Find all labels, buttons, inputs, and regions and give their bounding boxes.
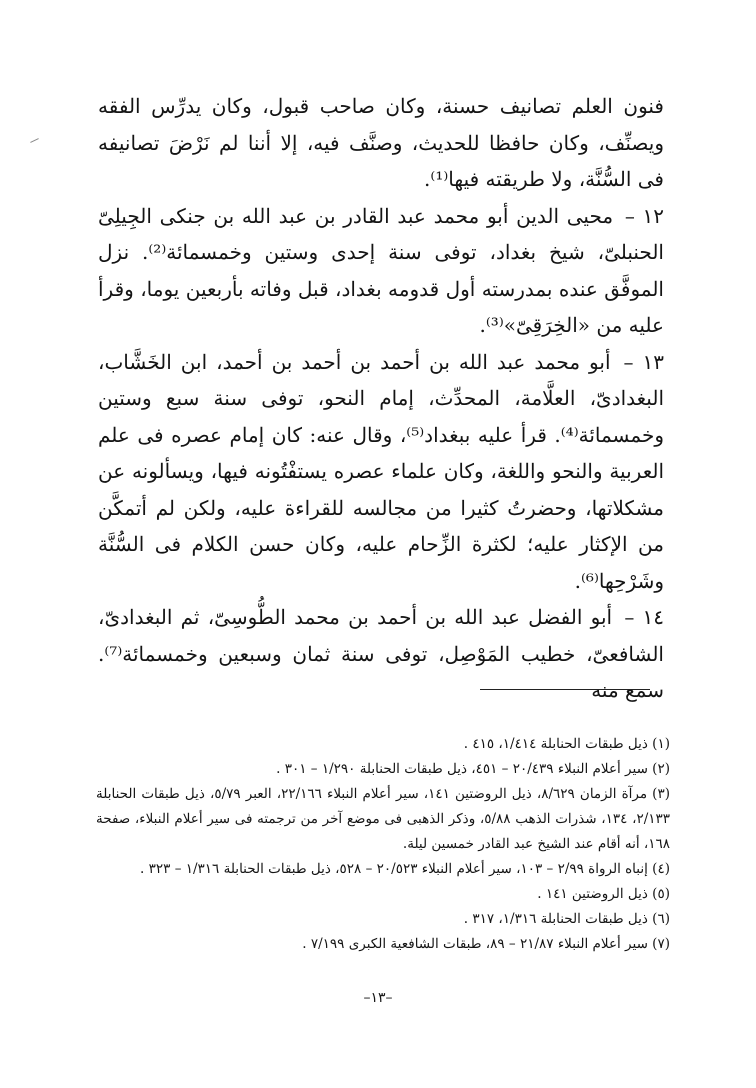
page-number: –١٣– [363,990,393,1006]
footnote-4: (٤) إنباه الرواة ٢/٩٩ – ١٠٣، سير أعلام النبلاء ٢٠/٥٢٣ – ٥٢٨، ذيل طبقات الحنابلة ١/٣١٦ – ٣٢٣ . [140,861,670,877]
entry-14 [98,599,664,709]
footnote-2: (٢) سير أعلام النبلاء ٢٠/٤٣٩ – ٤٥١، ذيل طبقات الحنابلة ١/٢٩٠ – ٣٠١ . [276,761,670,777]
footnote-1: (١) ذيل طبقات الحنابلة ١/٤١٤، ٤١٥ . [463,736,670,752]
footnotes [96,732,670,957]
intro-paragraph: فنون العلم تصانيف حسنة، وكان صاحب قبول، وكان يدرِّس الفقه ويصنِّف، وكان حافظا للحديث، وصنَّف فيه، إلا أننا لم نَرْضَ تصانيفه فى السُّنَّة، ولا طريقته فيها⁽¹⁾. [98,94,664,191]
footnote-6: (٦) ذيل طبقات الحنابلة ١/٣١٦، ٣١٧ . [463,911,670,927]
entry-13 [98,344,664,600]
footnote-divider [480,689,650,690]
entry-number: ١٣ – [623,349,665,374]
entry-number: ١٢ – [624,203,665,228]
footnote-3: (٣) مرآة الزمان ٨/٦٢٩، ذيل الروضتين ١٤١، سير أعلام النبلاء ٢٢/١٦٦، العبر ٥/٧٩، ذيل طبقات الحنابلة ٢/١٣٣، ١٣٤، شذرات الذهب ٥/٨٨، وذكر الذهبى فى موضع آخر من ترجمته فى سير أعلام النبلاء، صفحة ١٦٨، أنه أقام عند الشيخ عبد القادر خمسين ليلة. [96,786,670,852]
footnote-5: (٥) ذيل الروضتين ١٤١ . [537,886,670,902]
margin-mark [30,138,39,143]
main-text [98,88,664,709]
entry-text: أبو محمد عبد الله بن أحمد بن أحمد بن أحمد، ابن الخَشَّاب، البغدادىّ، العلَّامة، المحدِّث، إمام النحو، توفى سنة سبع وستين وخمسمائة⁽⁴⁾. قرأ عليه ببغداد⁽⁵⁾، وقال عنه: كان إمام عصره فى علم العربية والنحو واللغة، وكان علماء عصره يستفْتُونه فيها، ويسألونه عن مشكلاتها، وحضرتُ كثيرا من مجالسه للقراءة عليه، ولكن لم أتمكَّن من الإكثار عليه؛ لكثرة الزِّحام عليه، وكان حسن الكلام فى السُّنَّة وشَرْحِها⁽⁶⁾. [98,349,664,593]
entry-number: ١٤ – [624,605,665,629]
entry-text: أبو الفضل عبد الله بن أحمد بن محمد الطُّوسِىّ، ثم البغدادىّ، الشافعىّ، خطيب المَوْصِل، توفى سنة ثمان وسبعين وخمسمائة⁽⁷⁾. سمع منه [98,605,664,702]
entry-text: محيى الدين أبو محمد عبد القادر بن عبد الله بن جنكى الجِيلِىّ الحنبلىّ، شيخ بغداد، توفى سنة إحدى وستين وخمسمائة⁽²⁾. نزل الموفَّق عنده بمدرسته أول قدومه بغداد، قبل وفاته بأربعين يوما، وقرأ عليه من «الخِرَقِىّ»⁽³⁾. [98,203,664,337]
footnote-7: (٧) سير أعلام النبلاء ٢١/٨٧ – ٨٩، طبقات الشافعية الكبرى ٧/١٩٩ . [302,936,670,952]
entry-12 [98,198,664,344]
